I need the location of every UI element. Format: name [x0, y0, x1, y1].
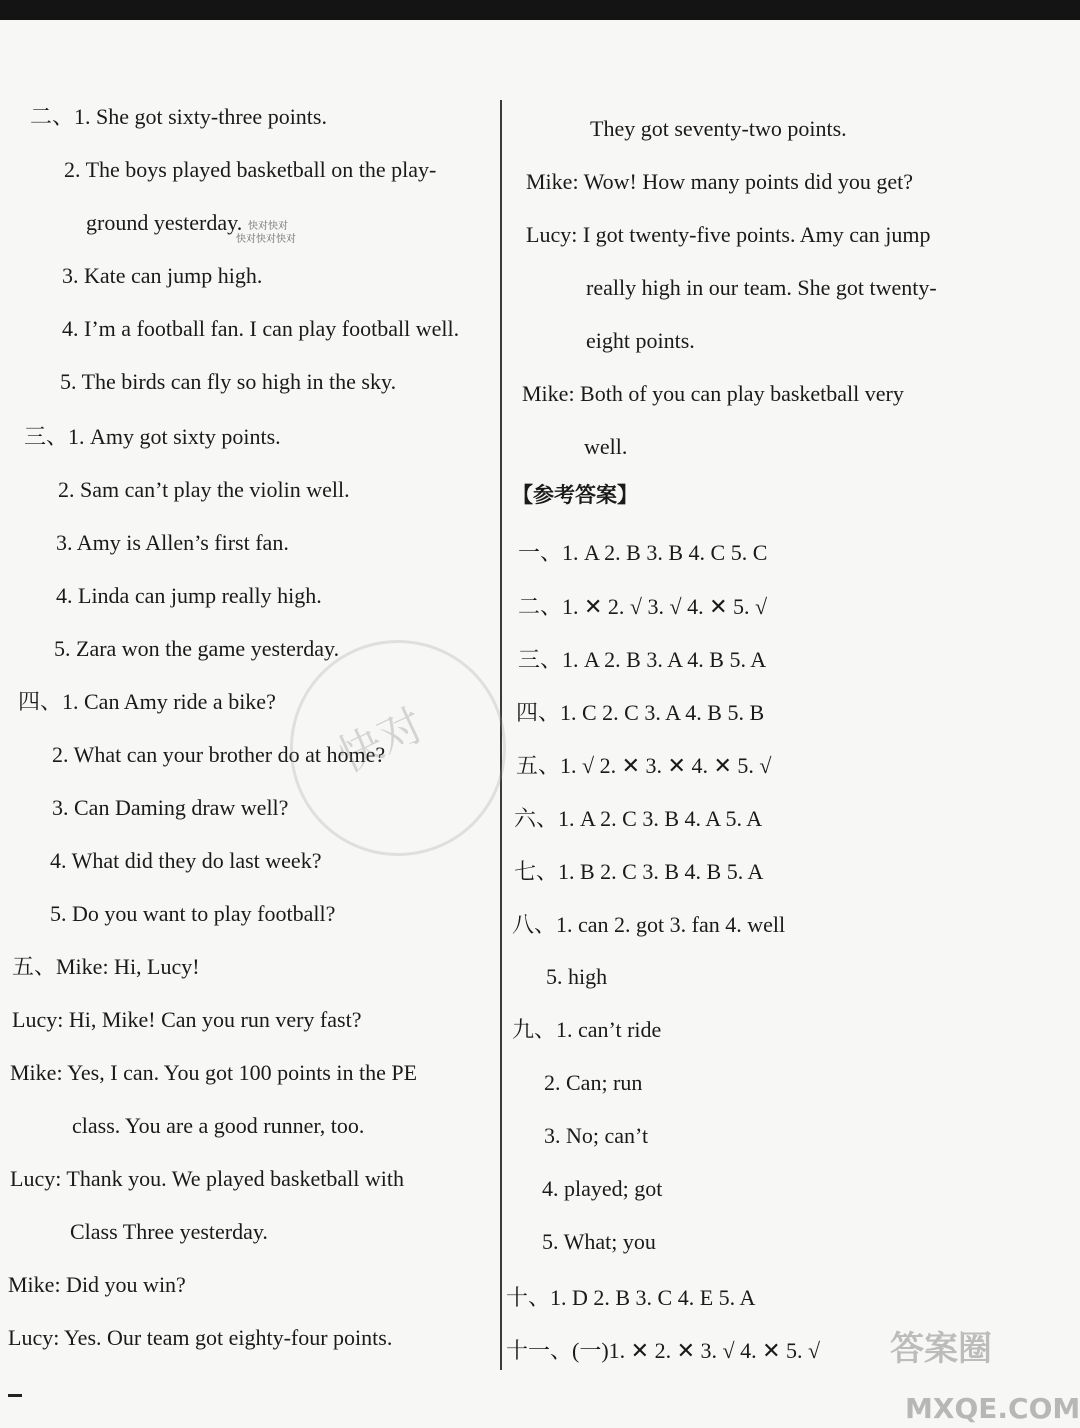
watermark-corner-logo: 答案圈 — [890, 1329, 992, 1369]
top-scan-edge — [0, 0, 1080, 20]
left-text-line: 4. What did they do last week? — [50, 848, 322, 873]
right-text-line: eight points. — [586, 328, 695, 353]
left-text-line: 5. Do you want to play football? — [50, 901, 336, 926]
left-text-line: 3. Kate can jump high. — [62, 263, 263, 288]
left-text-line: Class Three yesterday. — [70, 1219, 268, 1244]
left-text-line: class. You are a good runner, too. — [72, 1113, 365, 1138]
right-text-line: 【参考答案】 — [512, 483, 638, 507]
left-text-line: ground yesterday. — [86, 210, 243, 235]
right-text-line: 三、1. A 2. B 3. A 4. B 5. A — [518, 647, 767, 672]
right-text-line: 5. What; you — [542, 1229, 656, 1254]
left-text-line: 五、Mike: Hi, Lucy! — [12, 954, 200, 979]
right-text-line: Mike: Both of you can play basketball very — [522, 381, 904, 406]
right-text-line: 四、1. C 2. C 3. A 4. B 5. B — [516, 700, 765, 725]
watermark-site-text: MXQE.COM — [905, 1392, 1080, 1425]
right-text-line: 3. No; can’t — [544, 1123, 649, 1148]
left-text-line: 2. Sam can’t play the violin well. — [58, 477, 350, 502]
right-text-line: 4. played; got — [542, 1176, 663, 1201]
left-text-line: 2. What can your brother do at home? — [52, 742, 386, 767]
left-text-line: 3. Amy is Allen’s first fan. — [56, 530, 289, 555]
right-text-line: well. — [584, 434, 628, 459]
right-text-line: 一、1. A 2. B 3. B 4. C 5. C — [518, 540, 768, 565]
left-text-line: 三、1. Amy got sixty points. — [24, 424, 281, 449]
right-text-line: 九、1. can’t ride — [512, 1017, 662, 1042]
left-text-line: 四、1. Can Amy ride a bike? — [18, 689, 276, 714]
left-text-line: Mike: Yes, I can. You got 100 points in the PE — [10, 1060, 418, 1085]
right-text-line: 十一、(一)1. ✕ 2. ✕ 3. √ 4. ✕ 5. √ — [506, 1338, 821, 1363]
left-text-line: Lucy: Yes. Our team got eighty-four points. — [8, 1325, 393, 1350]
right-text-line: Lucy: I got twenty-five points. Amy can jump — [526, 222, 931, 247]
right-text-line: 5. high — [546, 964, 608, 989]
right-text-line: 八、1. can 2. got 3. fan 4. well — [512, 912, 786, 937]
watermark-small-line-2: 快对快对快对 — [236, 234, 296, 245]
right-text-line: 十、1. D 2. B 3. C 4. E 5. A — [506, 1285, 756, 1310]
left-text-line: 5. Zara won the game yesterday. — [54, 636, 340, 661]
left-text-line: 5. The birds can fly so high in the sky. — [60, 369, 397, 394]
right-text-line: 六、1. A 2. C 3. B 4. A 5. A — [514, 806, 763, 831]
left-text-line: 3. Can Daming draw well? — [52, 795, 289, 820]
left-text-line: Lucy: Thank you. We played basketball with — [10, 1166, 404, 1191]
right-text-line: really high in our team. She got twenty- — [586, 275, 937, 300]
watermark-stamp-text: 快对 — [330, 699, 432, 783]
right-text-line: 二、1. ✕ 2. √ 3. √ 4. ✕ 5. √ — [518, 594, 768, 619]
left-text-line: Mike: Did you win? — [8, 1272, 186, 1297]
right-text-line: 五、1. √ 2. ✕ 3. ✕ 4. ✕ 5. √ — [516, 753, 772, 778]
left-text-line: 4. I’m a football fan. I can play football well. — [62, 316, 460, 341]
right-text-line: Mike: Wow! How many points did you get? — [526, 169, 914, 194]
left-text-line: 2. The boys played basketball on the play- — [64, 157, 437, 182]
right-text-line: 2. Can; run — [544, 1070, 643, 1095]
right-text-line: They got seventy-two points. — [590, 116, 847, 141]
page-corner-dash — [8, 1394, 22, 1397]
right-text-line: 七、1. B 2. C 3. B 4. B 5. A — [514, 859, 764, 884]
left-text-line: Lucy: Hi, Mike! Can you run very fast? — [12, 1007, 362, 1032]
left-text-line: 二、1. She got sixty-three points. — [30, 104, 327, 129]
left-text-line: 4. Linda can jump really high. — [56, 583, 322, 608]
watermark-small-line-1: 快对快对 — [248, 221, 288, 232]
